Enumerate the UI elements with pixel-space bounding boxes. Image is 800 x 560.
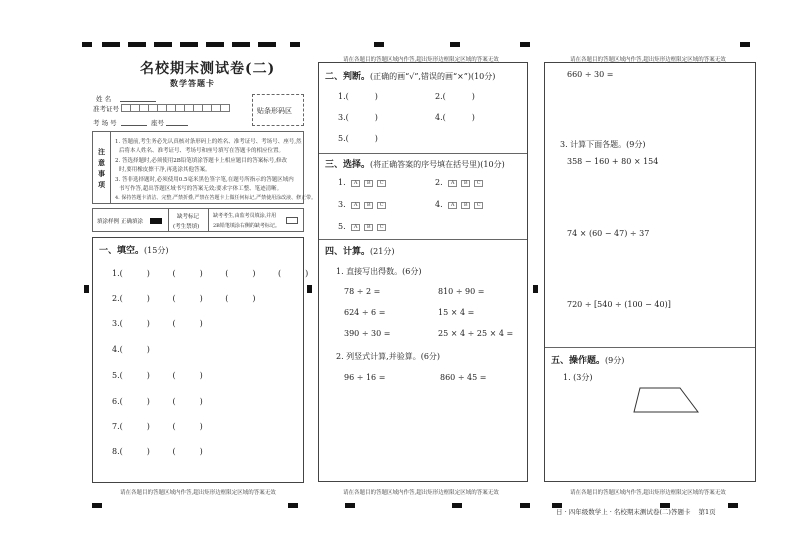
option-box[interactable]: A	[351, 202, 360, 209]
list-item: 5.( )	[338, 134, 378, 143]
boundary-note: 请在各题目的答题区域内作答,超出矩形边框限定区域的答案无效	[120, 490, 276, 496]
list-item: 8.( ) ( )	[112, 447, 203, 456]
section-instruction: (正确的画“√”,错误的画“×”)	[370, 72, 471, 81]
notice-box	[92, 131, 317, 204]
alignment-mark	[345, 503, 355, 508]
oral-calc: 390 ÷ 30 =	[344, 329, 391, 338]
option-box[interactable]: B	[461, 202, 470, 209]
alignment-mark	[452, 503, 462, 508]
name-label: 姓 名	[96, 95, 112, 103]
alignment-mark	[450, 42, 460, 47]
filled-sample-box	[150, 218, 162, 224]
choice-row: 1. A B C	[338, 178, 390, 187]
column-right	[544, 62, 756, 482]
room-field[interactable]	[121, 125, 147, 126]
vertical-calc: 96 ÷ 16 =	[344, 373, 386, 382]
side-mark	[307, 285, 312, 293]
list-item: 1.( )	[338, 92, 378, 101]
notice-item: 时,要用橡皮擦干净,再选涂其他答案。	[119, 167, 211, 173]
list-item: 2.( ) ( ) ( )	[112, 294, 256, 303]
notice-item: 2. 答选择题时,必须使用2B铅笔填涂答题卡上相应题目的答案标号,修改	[115, 158, 288, 164]
alignment-mark	[290, 42, 300, 47]
boundary-note: 请在各题目的答题区域内作答,超出矩形边框限定区域的答案无效	[570, 490, 726, 496]
list-item: 4.( )	[435, 113, 475, 122]
boundary-note: 请在各题目的答题区域内作答,超出矩形边框限定区域的答案无效	[343, 57, 499, 63]
side-mark	[533, 285, 538, 293]
trapezoid-figure	[630, 386, 702, 414]
subquestion-title: 1. 直接写出得数。(6分)	[336, 267, 422, 276]
absent-sub: (考生禁填)	[173, 224, 200, 230]
page-number: 第1页	[698, 508, 716, 516]
calc-expression: 74 × (60 − 47) ÷ 37	[567, 229, 650, 238]
absent-note: 2B铅笔填涂右侧的缺考标记。	[213, 223, 280, 229]
alignment-mark	[102, 42, 120, 47]
choice-row: 2. A B C	[435, 178, 487, 187]
section-points: (9分)	[605, 356, 625, 365]
option-box[interactable]: C	[377, 202, 386, 209]
list-item: 7.( ) ( )	[112, 422, 203, 431]
oral-calc: 15 × 4 =	[438, 308, 475, 317]
calc-expression: 660 ÷ 30 =	[567, 70, 614, 79]
oral-calc: 810 ÷ 90 =	[438, 287, 485, 296]
option-box[interactable]: C	[474, 180, 483, 187]
section-title: 二、判断。	[325, 72, 371, 82]
alignment-mark	[520, 503, 530, 508]
section-title: 一、填空。	[99, 246, 145, 256]
section-points: (10分)	[470, 72, 496, 81]
alignment-mark	[82, 42, 92, 47]
option-box[interactable]: B	[461, 180, 470, 187]
list-item: 1.( ) ( ) ( ) ( )	[112, 269, 309, 278]
option-box[interactable]: A	[351, 180, 360, 187]
list-item: 2.( )	[435, 92, 475, 101]
list-item: 4.( )	[112, 345, 150, 354]
exam-no-label: 准考证号	[93, 105, 119, 113]
option-box[interactable]: C	[377, 224, 386, 231]
list-item: 3.( )	[338, 113, 378, 122]
room-label: 考 场 号	[93, 119, 117, 127]
subquestion-title: 2. 列竖式计算,并验算。(6分)	[336, 352, 441, 361]
alignment-mark	[258, 42, 276, 47]
alignment-mark	[288, 503, 298, 508]
barcode-label: 贴条形码区	[257, 107, 292, 115]
subquestion-title: 3. 计算下面各题。(9分)	[560, 140, 646, 149]
notice-item: 1. 答题前,考生务必先认真核对条形码上的姓名、准考证号、考场号、座号,然	[115, 139, 302, 145]
seat-field[interactable]	[166, 125, 188, 126]
alignment-mark	[740, 42, 750, 47]
notice-item: 书写作答,超出答题区域书写的答案无效;要求字体工整、笔迹清晰。	[119, 186, 283, 192]
exam-no-grid[interactable]	[121, 104, 229, 112]
list-item: 6.( ) ( )	[112, 397, 203, 406]
alignment-mark	[180, 42, 198, 47]
list-item: 3.( ) ( )	[112, 319, 203, 328]
subquestion-title: 1. (3分)	[563, 373, 593, 382]
alignment-mark	[128, 42, 146, 47]
barcode-area	[252, 94, 304, 126]
choice-row: 5. A B C	[338, 222, 390, 231]
option-box[interactable]: A	[351, 224, 360, 231]
name-field[interactable]	[120, 101, 156, 102]
option-box[interactable]: C	[474, 202, 483, 209]
fill-sample-correct: 正确填涂	[121, 219, 144, 225]
option-box[interactable]: A	[448, 202, 457, 209]
alignment-mark	[206, 42, 224, 47]
option-box[interactable]: C	[377, 180, 386, 187]
notice-item: 4. 保持答题卡清洁、完整,严禁折叠,严禁在答题卡上做任何标记,严禁使用涂改液、修正带。	[115, 195, 317, 201]
seat-label: 座号	[151, 119, 164, 127]
alignment-mark	[92, 503, 102, 508]
section-title: 三、选择。	[325, 160, 371, 170]
notice-item: 3. 答非选择题时,必须使用0.5毫米黑色签字笔,在题号所指示的答题区域内	[115, 177, 294, 183]
alignment-mark	[728, 503, 738, 508]
fill-sample-label: 填涂样例	[97, 219, 120, 225]
calc-expression: 720 ÷ [540 ÷ (100 − 40)]	[567, 300, 671, 309]
vertical-calc: 860 ÷ 45 =	[440, 373, 487, 382]
absent-label: 缺考标记	[177, 214, 200, 220]
choice-row: 4. A B C	[435, 200, 487, 209]
alignment-mark	[232, 42, 250, 47]
page-title: 名校期末测试卷(二)	[140, 61, 276, 77]
oral-calc: 624 ÷ 6 =	[344, 308, 386, 317]
footer-label	[556, 507, 716, 516]
section-instruction: (将正确答案的序号填在括号里)	[370, 160, 481, 169]
boundary-note: 请在各题目的答题区域内作答,超出矩形边框限定区域的答案无效	[570, 57, 726, 63]
section-points: (21分)	[370, 247, 395, 256]
choice-row: 3. A B C	[338, 200, 390, 209]
boundary-note: 请在各题目的答题区域内作答,超出矩形边框限定区域的答案无效	[343, 490, 499, 496]
section-title: 四、计算。	[325, 247, 371, 257]
notice-title: 注意事项	[98, 147, 105, 189]
section-title: 五、操作题。	[551, 356, 606, 366]
calc-expression: 358 − 160 + 80 × 154	[567, 157, 659, 166]
option-box[interactable]: B	[364, 224, 373, 231]
section-points: (15分)	[144, 246, 169, 255]
oral-calc: 25 × 4 ÷ 25 × 4 =	[438, 329, 514, 338]
alignment-mark	[520, 42, 530, 47]
fill-sample-row	[92, 208, 304, 232]
section-points: (10分)	[480, 160, 505, 169]
option-box[interactable]: A	[448, 180, 457, 187]
alignment-mark	[154, 42, 172, 47]
option-box[interactable]: B	[364, 202, 373, 209]
page-subtitle: 数学答题卡	[170, 78, 215, 88]
alignment-mark	[374, 42, 384, 47]
footer-text: 日 · 四年级数学上 · 名校期末测试卷(二)答题卡	[556, 508, 691, 516]
absent-note: 缺考考生,由监考员填涂,并用	[213, 213, 277, 219]
oral-calc: 78 ÷ 2 =	[344, 287, 381, 296]
side-mark	[84, 285, 89, 293]
absent-checkbox[interactable]	[286, 217, 298, 224]
list-item: 5.( ) ( )	[112, 371, 203, 380]
option-box[interactable]: B	[364, 180, 373, 187]
notice-item: 后将本人姓名、准考证号、考场号和座号填写在答题卡的相应位置。	[119, 148, 285, 154]
